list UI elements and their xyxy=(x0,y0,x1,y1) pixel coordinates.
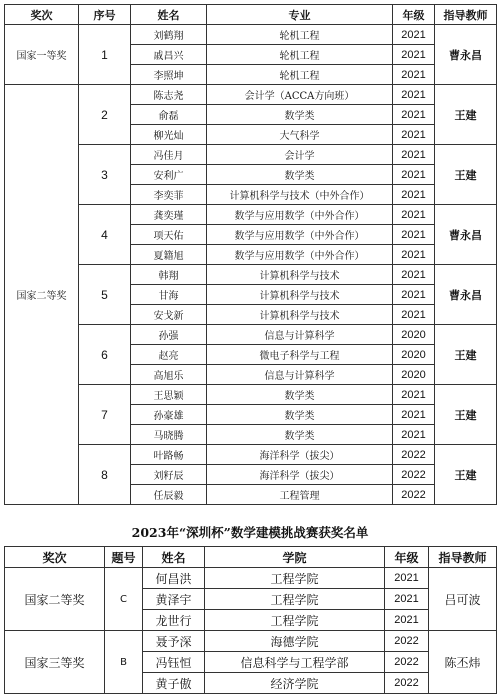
table-row xyxy=(5,205,497,225)
grade-year-cell: 2020 xyxy=(393,345,435,365)
award-table-2 xyxy=(4,546,497,694)
advisor-cell: 曹永昌 xyxy=(435,25,497,85)
major-cell: 数学类 xyxy=(207,165,393,185)
team-number-cell: 1 xyxy=(79,25,131,85)
major-cell: 数学与应用数学（中外合作） xyxy=(207,225,393,245)
header-award: 奖次 xyxy=(5,547,105,568)
major-cell: 数学类 xyxy=(207,425,393,445)
major-cell: 会计学 xyxy=(207,145,393,165)
student-name-cell: 夏籍旭 xyxy=(131,245,207,265)
table-row xyxy=(5,325,497,345)
header-major: 专业 xyxy=(207,5,393,25)
table-row xyxy=(5,445,497,465)
student-name-cell: 韩翔 xyxy=(131,265,207,285)
team-number-cell: 4 xyxy=(79,205,131,265)
student-name-cell: 王思颖 xyxy=(131,385,207,405)
student-name-cell: 孙强 xyxy=(131,325,207,345)
advisor-cell: 王建 xyxy=(435,325,497,385)
student-name-cell: 安利广 xyxy=(131,165,207,185)
header-name: 姓名 xyxy=(143,547,205,568)
problem-number-cell: C xyxy=(105,568,143,631)
table-row xyxy=(5,25,497,45)
major-cell: 信息与计算科学 xyxy=(207,325,393,345)
grade-year-cell: 2020 xyxy=(393,365,435,385)
grade-year-cell: 2020 xyxy=(393,325,435,345)
student-name-cell: 俞磊 xyxy=(131,105,207,125)
advisor-cell: 吕可波 xyxy=(429,568,497,631)
student-name-cell: 高旭乐 xyxy=(131,365,207,385)
major-cell: 数学与应用数学（中外合作） xyxy=(207,245,393,265)
table-row xyxy=(5,85,497,105)
grade-year-cell: 2022 xyxy=(385,673,429,694)
advisor-cell: 王建 xyxy=(435,85,497,145)
grade-year-cell: 2021 xyxy=(393,425,435,445)
table-row xyxy=(5,385,497,405)
student-name-cell: 孙豪雄 xyxy=(131,405,207,425)
advisor-cell: 王建 xyxy=(435,445,497,505)
grade-year-cell: 2022 xyxy=(393,445,435,465)
header-teacher: 指导教师 xyxy=(429,547,497,568)
student-name-cell: 李奕菲 xyxy=(131,185,207,205)
grade-year-cell: 2021 xyxy=(393,145,435,165)
student-name-cell: 项天佑 xyxy=(131,225,207,245)
table-row xyxy=(5,265,497,285)
grade-year-cell: 2021 xyxy=(393,405,435,425)
major-cell: 工程管理 xyxy=(207,485,393,505)
college-cell: 经济学院 xyxy=(205,673,385,694)
grade-year-cell: 2022 xyxy=(385,631,429,652)
college-cell: 工程学院 xyxy=(205,568,385,589)
major-cell: 轮机工程 xyxy=(207,25,393,45)
grade-year-cell: 2021 xyxy=(393,125,435,145)
student-name-cell: 黄泽宇 xyxy=(143,589,205,610)
major-cell: 数学类 xyxy=(207,385,393,405)
table2-header-row xyxy=(5,547,497,568)
header-number: 序号 xyxy=(79,5,131,25)
student-name-cell: 李照坤 xyxy=(131,65,207,85)
grade-year-cell: 2022 xyxy=(393,465,435,485)
grade-year-cell: 2021 xyxy=(385,610,429,631)
grade-year-cell: 2021 xyxy=(393,385,435,405)
major-cell: 大气科学 xyxy=(207,125,393,145)
grade-year-cell: 2021 xyxy=(393,205,435,225)
team-number-cell: 5 xyxy=(79,265,131,325)
grade-year-cell: 2021 xyxy=(393,245,435,265)
problem-number-cell: B xyxy=(105,631,143,694)
student-name-cell: 刘籽辰 xyxy=(131,465,207,485)
major-cell: 计算机科学与技术（中外合作） xyxy=(207,185,393,205)
student-name-cell: 安戈新 xyxy=(131,305,207,325)
college-cell: 信息科学与工程学部 xyxy=(205,652,385,673)
student-name-cell: 黄子傲 xyxy=(143,673,205,694)
major-cell: 计算机科学与技术 xyxy=(207,305,393,325)
student-name-cell: 冯佳月 xyxy=(131,145,207,165)
student-name-cell: 马晓腾 xyxy=(131,425,207,445)
advisor-cell: 曹永昌 xyxy=(435,205,497,265)
grade-year-cell: 2021 xyxy=(393,65,435,85)
major-cell: 数学类 xyxy=(207,405,393,425)
major-cell: 会计学（ACCA方向班） xyxy=(207,85,393,105)
major-cell: 信息与计算科学 xyxy=(207,365,393,385)
award-level-cell: 国家二等奖 xyxy=(5,85,79,505)
major-cell: 计算机科学与技术 xyxy=(207,285,393,305)
student-name-cell: 陈志尧 xyxy=(131,85,207,105)
student-name-cell: 龚奕瑾 xyxy=(131,205,207,225)
grade-year-cell: 2021 xyxy=(393,285,435,305)
grade-year-cell: 2022 xyxy=(385,652,429,673)
major-cell: 轮机工程 xyxy=(207,45,393,65)
grade-year-cell: 2021 xyxy=(393,105,435,125)
advisor-cell: 王建 xyxy=(435,385,497,445)
student-name-cell: 任辰毅 xyxy=(131,485,207,505)
header-year: 年级 xyxy=(393,5,435,25)
grade-year-cell: 2021 xyxy=(393,25,435,45)
header-name: 姓名 xyxy=(131,5,207,25)
table-row xyxy=(5,568,497,589)
section-title-shenzhen-cup: 2023年“深圳杯”数学建模挑战赛获奖名单 xyxy=(131,525,369,540)
grade-year-cell: 2021 xyxy=(393,165,435,185)
grade-year-cell: 2021 xyxy=(385,568,429,589)
grade-year-cell: 2021 xyxy=(385,589,429,610)
advisor-cell: 陈丕炜 xyxy=(429,631,497,694)
student-name-cell: 何昌洪 xyxy=(143,568,205,589)
student-name-cell: 叶路畅 xyxy=(131,445,207,465)
award-level-cell: 国家三等奖 xyxy=(5,631,105,694)
advisor-cell: 曹永昌 xyxy=(435,265,497,325)
college-cell: 工程学院 xyxy=(205,610,385,631)
grade-year-cell: 2021 xyxy=(393,225,435,245)
student-name-cell: 甘海 xyxy=(131,285,207,305)
header-year: 年级 xyxy=(385,547,429,568)
table-row xyxy=(5,145,497,165)
header-problem: 题号 xyxy=(105,547,143,568)
grade-year-cell: 2021 xyxy=(393,185,435,205)
student-name-cell: 赵亮 xyxy=(131,345,207,365)
college-cell: 工程学院 xyxy=(205,589,385,610)
advisor-cell: 王建 xyxy=(435,145,497,205)
major-cell: 数学与应用数学（中外合作） xyxy=(207,205,393,225)
header-college: 学院 xyxy=(205,547,385,568)
student-name-cell: 戚昌兴 xyxy=(131,45,207,65)
table-row xyxy=(5,631,497,652)
team-number-cell: 7 xyxy=(79,385,131,445)
table1-header-row xyxy=(5,5,497,25)
major-cell: 微电子科学与工程 xyxy=(207,345,393,365)
major-cell: 海洋科学（拔尖） xyxy=(207,465,393,485)
award-table-1 xyxy=(4,4,497,505)
student-name-cell: 聂予深 xyxy=(143,631,205,652)
major-cell: 数学类 xyxy=(207,105,393,125)
team-number-cell: 6 xyxy=(79,325,131,385)
grade-year-cell: 2021 xyxy=(393,265,435,285)
student-name-cell: 龙世行 xyxy=(143,610,205,631)
student-name-cell: 冯钰恒 xyxy=(143,652,205,673)
grade-year-cell: 2021 xyxy=(393,305,435,325)
header-teacher: 指导教师 xyxy=(435,5,497,25)
college-cell: 海德学院 xyxy=(205,631,385,652)
award-level-cell: 国家二等奖 xyxy=(5,568,105,631)
grade-year-cell: 2022 xyxy=(393,485,435,505)
header-award: 奖次 xyxy=(5,5,79,25)
team-number-cell: 2 xyxy=(79,85,131,145)
student-name-cell: 柳光灿 xyxy=(131,125,207,145)
team-number-cell: 3 xyxy=(79,145,131,205)
major-cell: 计算机科学与技术 xyxy=(207,265,393,285)
major-cell: 轮机工程 xyxy=(207,65,393,85)
grade-year-cell: 2021 xyxy=(393,85,435,105)
team-number-cell: 8 xyxy=(79,445,131,505)
grade-year-cell: 2021 xyxy=(393,45,435,65)
student-name-cell: 刘鹤翔 xyxy=(131,25,207,45)
award-level-cell: 国家一等奖 xyxy=(5,25,79,85)
major-cell: 海洋科学（拔尖） xyxy=(207,445,393,465)
